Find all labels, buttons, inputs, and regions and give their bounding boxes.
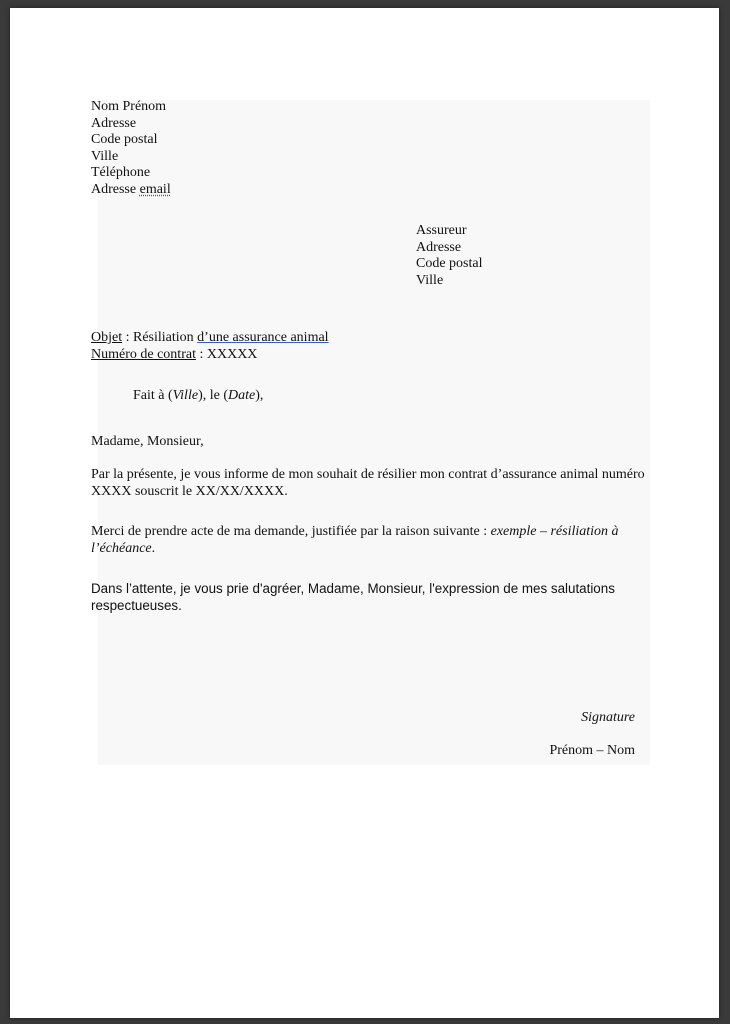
subject-sep: : — [122, 330, 133, 345]
greeting: Madame, Monsieur, — [91, 434, 204, 449]
paragraph-2-end: . — [151, 540, 156, 556]
sender-email — [91, 182, 171, 199]
recipient-city: Ville — [416, 272, 444, 288]
sender-name: Nom Prénom — [91, 99, 167, 114]
paragraph-2-example: exemple – résiliation à l’échéance — [91, 524, 619, 556]
subject-label: Objet — [91, 330, 123, 345]
sender-block — [91, 99, 171, 199]
sender-address: Adresse — [91, 115, 137, 131]
recipient-postal-code: Code postal — [416, 256, 483, 272]
contract-sep: : — [195, 346, 207, 362]
signer-name: Prénom – Nom — [549, 743, 635, 758]
subject-text: Résiliation — [133, 330, 198, 345]
date-part1: Fait à ( — [133, 388, 173, 403]
paragraph-2 — [91, 524, 651, 557]
contract-label: Numéro de contrat — [91, 346, 196, 362]
letter-page — [10, 8, 719, 1018]
date-line — [133, 388, 263, 405]
date-part3: ), — [255, 388, 264, 403]
sender-email-prefix: Adresse — [91, 181, 140, 197]
paragraph-1: Par la présente, je vous informe de mon souhait de résilier mon contrat d’assurance animal numéro XXXX souscrit le XX/XX/XXXX. — [91, 467, 645, 499]
subject-text-underlined: d’une assurance animal — [197, 330, 329, 345]
paragraph-2-text: Merci de prendre acte de ma demande, justifiée par la raison suivante : — [91, 524, 491, 539]
sender-email-word: email — [139, 181, 171, 197]
recipient-insurer: Assureur — [416, 223, 467, 238]
sender-postal-code: Code postal — [91, 132, 158, 148]
signature — [581, 710, 635, 727]
date-value: Date — [228, 388, 256, 403]
signature-label: Signature — [581, 710, 635, 725]
date-part2: ), le ( — [198, 388, 228, 403]
recipient-address: Adresse — [416, 239, 462, 255]
sender-city: Ville — [91, 148, 119, 164]
page-shading — [98, 100, 650, 765]
contract-value: XXXXX — [206, 346, 258, 362]
sender-phone: Téléphone — [91, 165, 151, 181]
paragraph-3: Dans l’attente, je vous prie d'agréer, Madame, Monsieur, l'expression de mes salutations respectueuses. — [91, 581, 615, 613]
subject-line — [91, 330, 329, 347]
contract-line — [91, 347, 329, 364]
recipient-block — [416, 223, 483, 289]
date-city: Ville — [172, 388, 199, 403]
subject-block — [91, 330, 329, 363]
